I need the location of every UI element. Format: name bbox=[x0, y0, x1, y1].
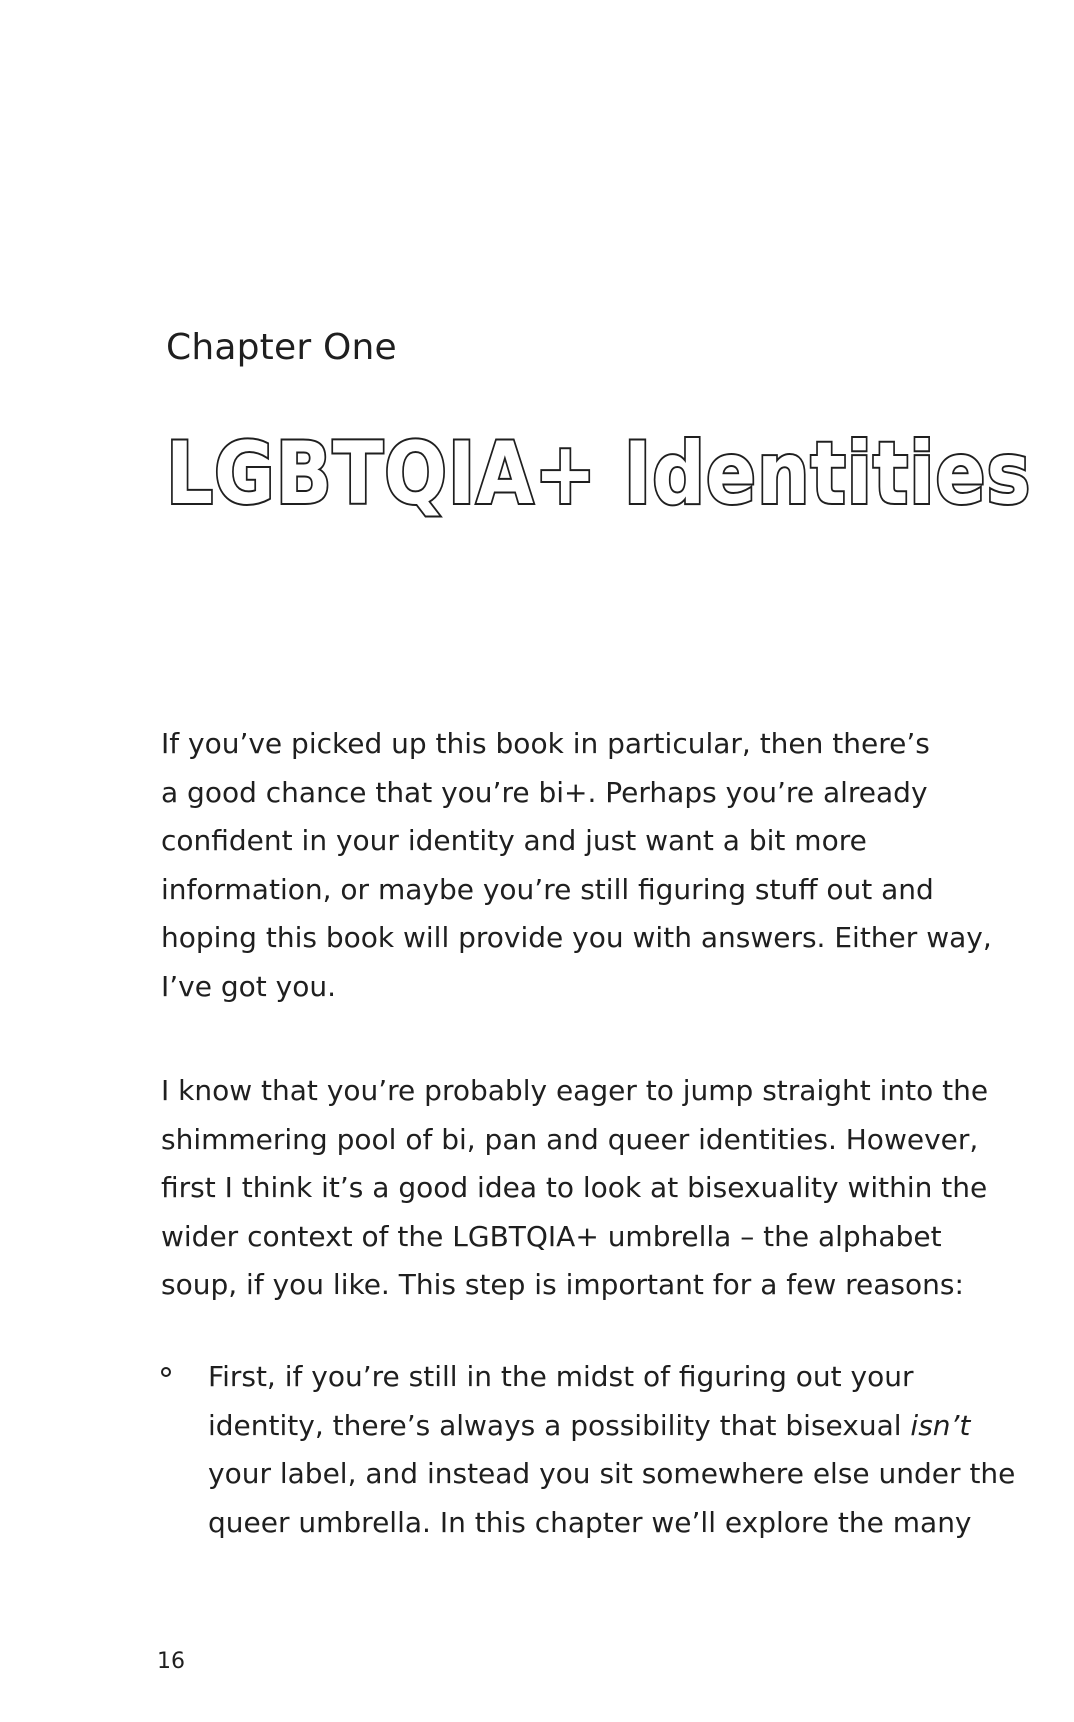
bullet-line: your label, and instead you sit somewhere else under the bbox=[208, 1457, 1016, 1490]
bullet-line: queer umbrella. In this chapter we’ll explore the many bbox=[208, 1505, 972, 1539]
bullet-line: First, if you’re still in the midst of figuring out your bbox=[208, 1360, 914, 1393]
bullet-line-text: identity, there’s always a possibility that bisexual bbox=[208, 1408, 911, 1442]
chapter-label: Chapter One bbox=[166, 327, 397, 368]
paragraph-line: I know that you’re probably eager to jump straight into the bbox=[161, 1074, 989, 1107]
bullet-line-with-emphasis bbox=[208, 1402, 1008, 1451]
paragraph-line: soup, if you like. This step is important for a few reasons: bbox=[161, 1268, 964, 1301]
paragraph-line: shimmering pool of bi, pan and queer identities. However, bbox=[161, 1122, 979, 1156]
emphasis-text: isn’t bbox=[910, 1408, 971, 1442]
paragraph-line: wider context of the LGBTQIA+ umbrella – the alphabet bbox=[161, 1219, 942, 1253]
paragraph-line: a good chance that you’re bi+. Perhaps you’re already bbox=[161, 775, 928, 809]
paragraph-line: confident in your identity and just want a bit more bbox=[161, 824, 867, 857]
paragraph-line: If you’ve picked up this book in particular, then there’s bbox=[161, 727, 930, 760]
paragraph-line: first I think it’s a good idea to look at bisexuality within the bbox=[161, 1171, 988, 1204]
chapter-title: LGBTQIA+ Identities bbox=[166, 424, 1032, 524]
paragraph-line: I’ve got you. bbox=[161, 969, 336, 1003]
bullet-icon bbox=[161, 1367, 171, 1377]
bullet-text bbox=[208, 1353, 1016, 1547]
paragraph-line: hoping this book will provide you with answers. Either way, bbox=[161, 921, 992, 954]
paragraph-1 bbox=[161, 720, 1021, 1011]
paragraph-2 bbox=[161, 1067, 1021, 1310]
page-number: 16 bbox=[157, 1649, 185, 1674]
paragraph-line: information, or maybe you’re still figuring stuff out and bbox=[161, 872, 934, 906]
